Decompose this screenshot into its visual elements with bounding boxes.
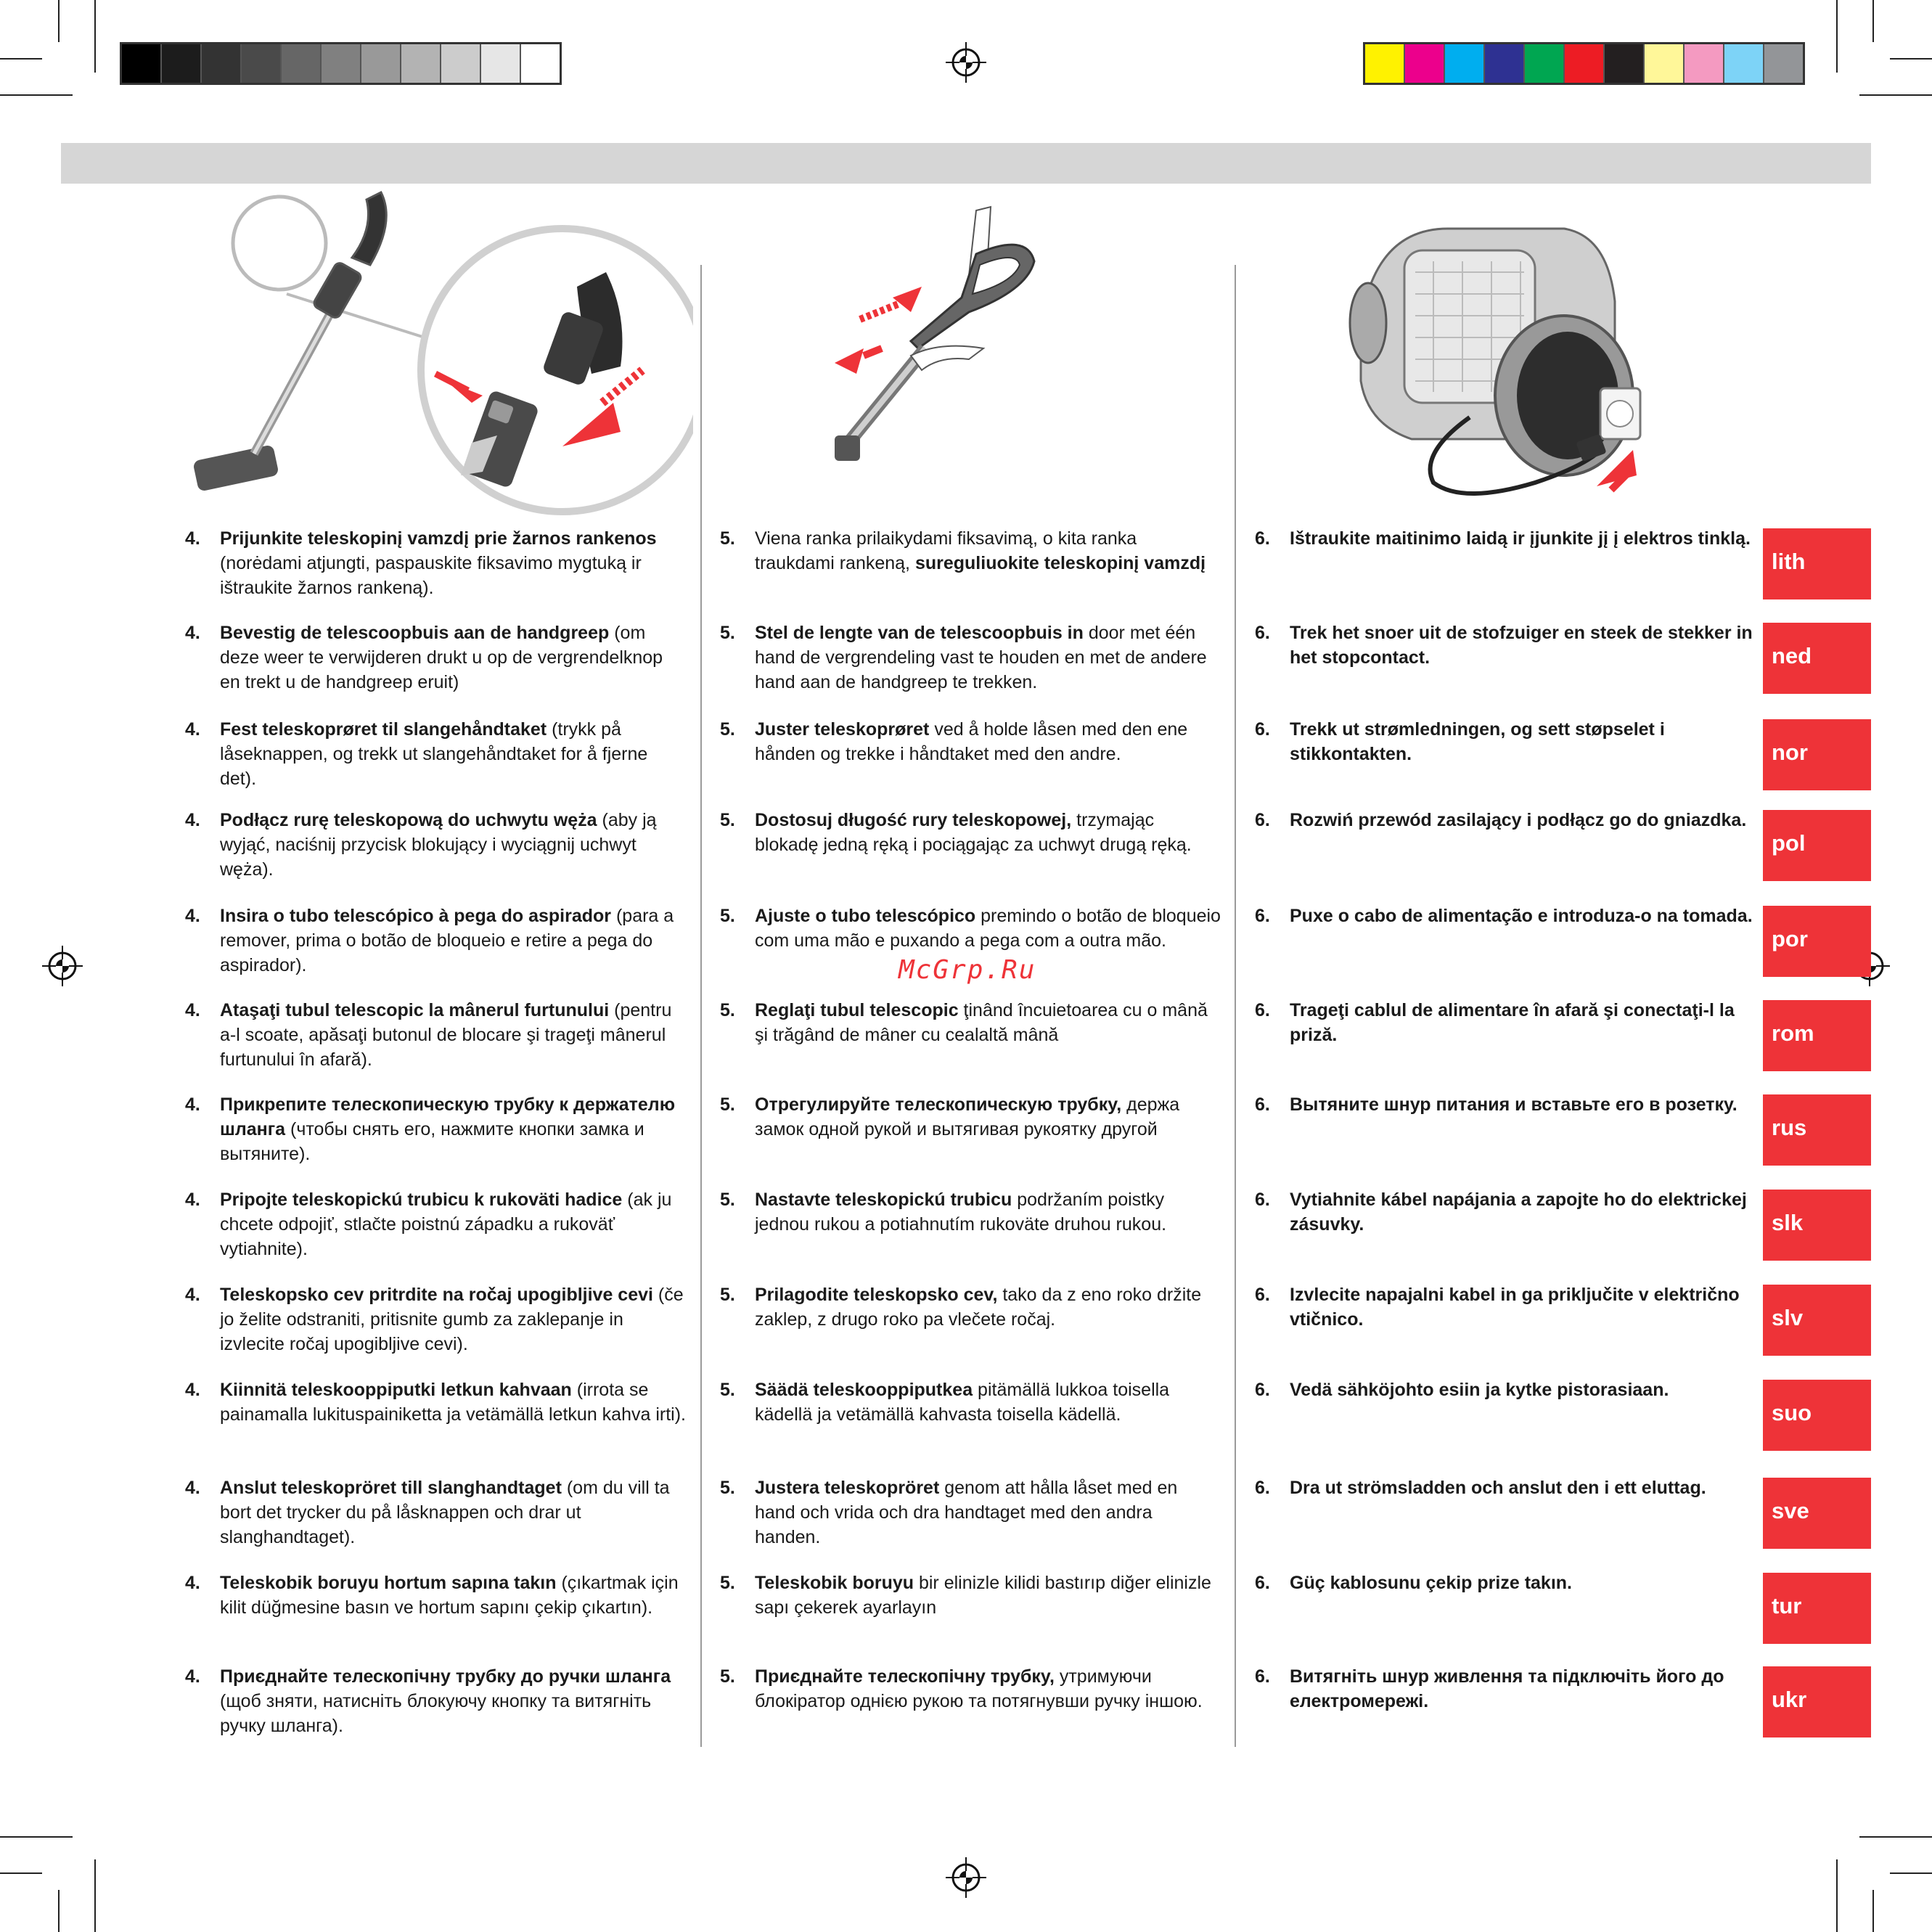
step-text-bold: Trekk ut strømledningen, og sett støpselet i stikkontakten. [1290,719,1665,764]
step-text [1290,717,1756,766]
color-swatch [1565,44,1605,83]
language-tab-ned: ned [1763,623,1871,694]
step-text-bold: Dra ut strömsladden och anslut den i ett eluttag. [1290,1478,1706,1498]
grayscale-swatch [242,44,282,83]
step-number: 5. [720,1478,735,1498]
step-text-bold: Vytiahnite kábel napájania a zapojte ho do elektrickej zásuvky. [1290,1190,1747,1235]
header-banner [61,143,1871,184]
instruction-step-por-5 [720,904,1221,953]
language-tab-slv: slv [1763,1285,1871,1356]
step-text-bold: Приєднайте телескопічну трубку до ручки шланга [220,1666,671,1687]
instruction-step-rom-6 [1255,998,1756,1047]
instruction-step-sve-4 [185,1475,686,1550]
color-swatch [1605,44,1645,83]
step-number: 4. [185,623,200,643]
instruction-step-tur-5 [720,1571,1221,1620]
step-text [755,904,1221,953]
step-text-rest: утримуючи блокіратор однією рукою та потягнувши ручку іншою. [755,1666,1203,1711]
step-text-bold: Stel de lengte van de telescoopbuis in [755,623,1084,643]
instruction-step-por-6 [1255,904,1756,928]
step-number: 5. [720,810,735,830]
language-tab-pol: pol [1763,810,1871,881]
step-text [220,904,686,978]
step-number: 4. [185,810,200,830]
step-text [220,621,686,695]
column-divider [700,265,702,1747]
crop-mark [1872,1890,1874,1932]
color-swatch [1365,44,1405,83]
step-number: 6. [1255,906,1270,926]
step-number: 5. [720,1094,735,1115]
instruction-step-rom-5 [720,998,1221,1047]
instruction-step-suo-6 [1255,1378,1756,1402]
step-number: 5. [720,623,735,643]
step-text-rest: держа замок одной рукой и вытягивая рукоятку другой [755,1094,1180,1139]
step-text-bold: Podłącz rurę teleskopową do uchwytu węża [220,810,597,830]
step-text [1290,1475,1756,1500]
step-text [755,1187,1221,1237]
step-text-bold: Ištraukite maitinimo laidą ir įjunkite jį į elektros tinklą. [1290,528,1751,549]
step-text-rest: (če jo želite odstraniti, pritisnite gumb za zaklepanje in izvlecite ročaj upogibljive cevi). [220,1285,684,1354]
step-text-bold: Rozwiń przewód zasilający i podłącz go do gniazdka. [1290,810,1747,830]
step-number: 4. [185,1285,200,1305]
color-swatch [1445,44,1485,83]
step-text-rest: bir elinizle kilidi bastırıp diğer elinizle sapı çekerek ayarlayın [755,1573,1211,1618]
instruction-step-lith-5 [720,526,1221,576]
color-swatch [1685,44,1724,83]
crop-mark [0,1836,73,1838]
step-text [1290,1282,1756,1332]
step-text [220,1187,686,1261]
step-number: 6. [1255,1094,1270,1115]
step-number: 4. [185,1190,200,1210]
step-text [1290,621,1756,670]
step-text-bold: Bevestig de telescoopbuis aan de handgreep [220,623,610,643]
instruction-step-tur-6 [1255,1571,1756,1595]
step-text-rest: (norėdami atjungti, paspauskite fiksavimo mygtuką ir ištraukite žarnos rankeną). [220,553,642,598]
column-divider [1235,265,1236,1747]
instruction-step-sve-5 [720,1475,1221,1550]
grayscale-swatch [122,44,162,83]
canister-vacuum-plug-illustration [1346,207,1651,512]
step-text-rest: (щоб зняти, натисніть блокуючу кнопку та витягніть ручку шланга). [220,1691,652,1736]
step-text-rest: (чтобы снять его, нажмите кнопки замка и вытяните). [220,1119,644,1164]
step-text-rest: ţinând încuietoarea cu o mână şi trăgând de mâner cu cealaltă mână [755,1000,1208,1045]
step-text-bold: Justera teleskopröret [755,1478,940,1498]
step-text-bold: Prilagodite teleskopsko cev, [755,1285,998,1305]
color-swatch [1405,44,1445,83]
step-number: 6. [1255,1666,1270,1687]
step-text-rest: trzymając blokadę jedną ręką i pociągając za uchwyt drugą ręką. [755,810,1192,855]
registration-mark-icon [946,42,986,83]
crop-mark [94,0,96,73]
instruction-step-ned-4 [185,621,686,695]
instruction-step-pol-6 [1255,808,1756,832]
step-text [1290,808,1756,832]
color-swatch [1724,44,1764,83]
step-text-rest: premindo o botão de bloqueio com uma mão e puxando a pega com a outra mão. [755,906,1221,951]
step-text [220,1378,686,1427]
step-number: 4. [185,1478,200,1498]
color-swatch [1485,44,1525,83]
step-text [220,717,686,791]
step-text-bold: sureguliuokite teleskopinį vamzdį [914,553,1206,573]
step-text-bold: Nastavte teleskopickú trubicu [755,1190,1012,1210]
crop-mark [1872,0,1874,42]
step-text [1290,904,1756,928]
instruction-step-suo-4 [185,1378,686,1427]
step-number: 6. [1255,623,1270,643]
step-text-rest: door met één hand de vergrendeling vast te houden en met de andere hand aan de handgreep te trekken. [755,623,1207,692]
step-text [755,808,1221,857]
instruction-step-ukr-5 [720,1664,1221,1714]
instruction-step-pol-5 [720,808,1221,857]
step-text-bold: Teleskopsko cev pritrdite na ročaj upogibljive cevi [220,1285,653,1305]
language-tab-ukr: ukr [1763,1666,1871,1737]
step-number: 6. [1255,528,1270,549]
step-text-bold: Vedä sähköjohto esiin ja kytke pistorasiaan. [1290,1380,1669,1400]
telescopic-handle-illustration [824,203,1041,472]
step-text-bold: Прикрепите телескопическую трубку к держателю шланга [220,1094,676,1139]
step-number: 6. [1255,1190,1270,1210]
step-text [755,998,1221,1047]
step-number: 6. [1255,1380,1270,1400]
step-text [220,526,686,600]
instruction-step-slk-6 [1255,1187,1756,1237]
registration-mark-icon [42,946,83,986]
instruction-step-slk-5 [720,1187,1221,1237]
step-text [1290,1187,1756,1237]
step-text-bold: Витягніть шнур живлення та підключіть його до електромережі. [1290,1666,1724,1711]
step-text-bold: Juster teleskoprøret [755,719,930,740]
instruction-step-ned-6 [1255,621,1756,670]
crop-mark [58,0,60,42]
step-text-bold: Fest teleskoprøret til slangehåndtaket [220,719,547,740]
crop-mark [58,1890,60,1932]
step-text [1290,1378,1756,1402]
step-number: 4. [185,1094,200,1115]
step-text-rest: genom att hålla låset med en hand och vrida och dra handtaget med den andra handen. [755,1478,1178,1547]
grayscale-swatch [401,44,441,83]
crop-mark [1890,1872,1932,1874]
color-calibration-bar [1363,42,1805,85]
step-number: 4. [185,1666,200,1687]
step-text-bold: Dostosuj długość rury teleskopowej, [755,810,1072,830]
instruction-step-sve-6 [1255,1475,1756,1500]
step-number: 6. [1255,1285,1270,1305]
instruction-step-nor-6 [1255,717,1756,766]
instruction-step-slv-4 [185,1282,686,1356]
step-text [220,1571,686,1620]
step-text-rest: (aby ją wyjąć, naciśnij przycisk blokujący i wyciągnij uchwyt węża). [220,810,657,880]
stick-vacuum-illustration [185,185,693,519]
step-text [1290,526,1756,551]
grayscale-swatch [282,44,322,83]
crop-mark [1890,58,1932,60]
step-text-bold: Trageţi cablul de alimentare în afară şi conectaţi-l la priză. [1290,1000,1735,1045]
step-text [220,1664,686,1738]
step-text-rest: pitämällä lukkoa toisella kädellä ja vetämällä kahvasta toisella kädellä. [755,1380,1170,1425]
step-text [755,1475,1221,1550]
step-number: 4. [185,528,200,549]
step-text-bold: Insira o tubo telescópico à pega do aspirador [220,906,612,926]
step-text-rest: (irrota se painamalla lukituspainiketta ja vetämällä letkun kahva irti). [220,1380,686,1425]
grayscale-swatch [521,44,560,83]
step-number: 5. [720,719,735,740]
instruction-step-ned-5 [720,621,1221,695]
instruction-step-lith-6 [1255,526,1756,551]
step-text-rest: (çıkartmak için kilit düğmesine basın ve hortum sapını çekip çıkartın). [220,1573,679,1618]
step-text [1290,998,1756,1047]
grayscale-swatch [322,44,361,83]
step-text [220,998,686,1072]
step-text-bold: Teleskobik boruyu [755,1573,914,1593]
instruction-step-por-4 [185,904,686,978]
step-number: 6. [1255,810,1270,830]
step-text [755,1378,1221,1427]
color-swatch [1764,44,1803,83]
step-text-rest: tako da z eno roko držite zaklep, z drugo roko pa vlečete ročaj. [755,1285,1202,1330]
step-text-rest: (pentru a-l scoate, apăsaţi butonul de blocare şi trageţi mânerul furtunului în afară). [220,1000,672,1070]
step-text-bold: Вытяните шнур питания и вставьте его в розетку. [1290,1094,1737,1115]
instruction-step-nor-4 [185,717,686,791]
step-text-bold: Teleskobik boruyu hortum sapına takın [220,1573,557,1593]
step-text [755,1282,1221,1332]
language-tab-nor: nor [1763,719,1871,790]
crop-mark [1836,1859,1838,1932]
step-number: 4. [185,906,200,926]
step-number: 5. [720,1573,735,1593]
instruction-step-rus-4 [185,1092,686,1166]
grayscale-calibration-bar [120,42,562,85]
instruction-step-rus-6 [1255,1092,1756,1117]
instruction-step-suo-5 [720,1378,1221,1427]
step-text [220,808,686,882]
instruction-step-rom-4 [185,998,686,1072]
step-text-bold: Izvlecite napajalni kabel in ga priključite v električno vtičnico. [1290,1285,1740,1330]
step-text-bold: Prijunkite teleskopinį vamzdį prie žarnos rankenos [220,528,657,549]
step-text [220,1282,686,1356]
language-tab-sve: sve [1763,1478,1871,1549]
instruction-step-nor-5 [720,717,1221,766]
step-text-bold: Säädä teleskooppiputkea [755,1380,973,1400]
instruction-step-pol-4 [185,808,686,882]
step-text [1290,1571,1756,1595]
language-tab-lith: lith [1763,528,1871,599]
language-tab-rus: rus [1763,1094,1871,1166]
step-text [755,1571,1221,1620]
step-text-bold: Ajuste o tubo telescópico [755,906,976,926]
step-number: 6. [1255,1573,1270,1593]
step-number: 5. [720,1380,735,1400]
language-tab-slk: slk [1763,1190,1871,1261]
instruction-step-tur-4 [185,1571,686,1620]
step-text-bold: Отрегулируйте телескопическую трубку, [755,1094,1122,1115]
color-swatch [1645,44,1685,83]
language-tab-tur: tur [1763,1573,1871,1644]
step-text [1290,1664,1756,1714]
step-text [755,526,1221,576]
grayscale-swatch [202,44,242,83]
step-text-bold: Trek het snoer uit de stofzuiger en steek de stekker in het stopcontact. [1290,623,1753,668]
instruction-step-ukr-6 [1255,1664,1756,1714]
crop-mark [1836,0,1838,73]
step-number: 4. [185,1573,200,1593]
step-text-rest: (om du vill ta bort det trycker du på låsknappen och drar ut slanghandtaget). [220,1478,670,1547]
step-text-rest: ved å holde låsen med den ene hånden og trekke i håndtaket med den andre. [755,719,1188,764]
crop-mark [94,1859,96,1932]
step-text-bold: Reglaţi tubul telescopic [755,1000,959,1020]
step-text-lead: Viena ranka prilaikydami fiksavimą, o kita ranka traukdami rankeną, [755,528,1137,573]
step-text-bold: Приєднайте телескопічну трубку, [755,1666,1055,1687]
step-text-bold: Güç kablosunu çekip prize takın. [1290,1573,1572,1593]
step-number: 5. [720,1190,735,1210]
crop-mark [1859,1836,1932,1838]
color-swatch [1525,44,1565,83]
step-number: 5. [720,1666,735,1687]
language-tab-por: por [1763,906,1871,977]
step-number: 5. [720,528,735,549]
crop-mark [0,1872,42,1874]
step-text [755,1092,1221,1142]
step-text-bold: Anslut teleskopröret till slanghandtaget [220,1478,562,1498]
grayscale-swatch [361,44,401,83]
step-number: 5. [720,906,735,926]
step-number: 5. [720,1285,735,1305]
step-text [220,1475,686,1550]
step-text-rest: (om deze weer te verwijderen drukt u op de vergrendelknop en trekt u de handgreep eruit) [220,623,663,692]
step-text-rest: (trykk på låseknappen, og trekk ut slangehåndtaket for å fjerne det). [220,719,648,789]
registration-mark-icon [946,1857,986,1898]
language-tab-rom: rom [1763,1000,1871,1071]
step-number: 6. [1255,1000,1270,1020]
step-number: 4. [185,1380,200,1400]
step-number: 6. [1255,1478,1270,1498]
crop-mark [1859,94,1932,96]
step-text-bold: Ataşaţi tubul telescopic la mânerul furtunului [220,1000,610,1020]
step-text-rest: podržaním poistky jednou rukou a potiahnutím rukoväte druhou rukou. [755,1190,1167,1235]
grayscale-swatch [441,44,481,83]
step-text [1290,1092,1756,1117]
step-text-bold: Pripojte teleskopickú trubicu k rukoväti hadice [220,1190,623,1210]
instruction-step-ukr-4 [185,1664,686,1738]
step-text-rest: (ak ju chcete odpojiť, stlačte poistnú západku a rukoväť vytiahnite). [220,1190,672,1259]
crop-mark [0,94,73,96]
step-text [755,717,1221,766]
instruction-step-slv-6 [1255,1282,1756,1332]
instruction-step-lith-4 [185,526,686,600]
instruction-step-slk-4 [185,1187,686,1261]
language-tab-suo: suo [1763,1380,1871,1451]
watermark-text: McGrp.Ru [899,955,1036,985]
instruction-step-slv-5 [720,1282,1221,1332]
instruction-step-rus-5 [720,1092,1221,1142]
step-text-bold: Puxe o cabo de alimentação e introduza-o na tomada. [1290,906,1753,926]
step-text-bold: Kiinnitä teleskooppiputki letkun kahvaan [220,1380,572,1400]
grayscale-swatch [162,44,202,83]
step-text [220,1092,686,1166]
step-number: 4. [185,1000,200,1020]
crop-mark [0,58,42,60]
step-number: 6. [1255,719,1270,740]
step-text [755,1664,1221,1714]
step-number: 5. [720,1000,735,1020]
step-number: 4. [185,719,200,740]
step-text [755,621,1221,695]
step-text-rest: (para a remover, prima o botão de bloqueio e retire a pega do aspirador). [220,906,674,975]
grayscale-swatch [481,44,521,83]
